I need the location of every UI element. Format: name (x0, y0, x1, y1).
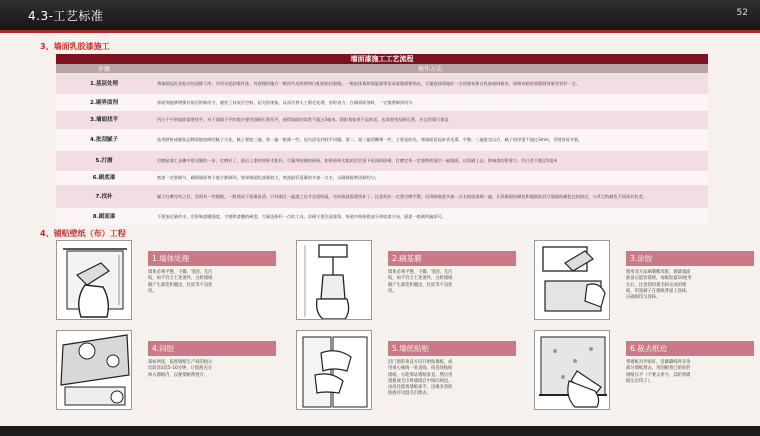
wallpaper-step-card (534, 330, 760, 410)
wallpaper-step-card (296, 330, 526, 410)
table-row (56, 94, 708, 111)
step-title: 3.涂胶 (626, 251, 754, 266)
wallpaper-hanging-illustration (296, 330, 372, 410)
step-cell: 2.刷界面剂 (56, 94, 152, 111)
step-title: 5.墙纸贴贴 (388, 341, 516, 356)
wallpaper-step-card (296, 240, 526, 320)
method-cell: 不要加过量的水，会影响漆膜强度，手感和漆膜的硬度。尽量选择好一点的工具。涂刷主要注意墙角、每道中间接搓部分和收漆方向，面漆一般刷两遍即可。 (152, 208, 708, 225)
table-row (56, 171, 708, 185)
method-cell: 界面剂能够增强对基层的粘结力，避免了抹灰层空鼓、起壳的现象，从而代替人工凿毛处理，省时省力，在刷界面剂时，一定都要刷到均匀 (152, 94, 708, 111)
table-caption: 墙面漆施工工艺流程 (56, 54, 708, 64)
step-description: 使用双方法刷制糯米胶，调量墙面准备后能切裁规，每级胶量10厘米左右，注意刮切裁毛和完成的墙纸，用宽刷子在墙纸背面上涂抹，应确保均匀涂抹。 (626, 270, 692, 301)
wallpaper-step-card (56, 240, 286, 320)
step-description: 裁如两张，依照墙纸生产商的指示比较涂3次5-10分钟，让胶液充分渗入墙纸内，以便墙纸伸展开。 (148, 360, 213, 378)
step-title: 6.裁去纸边 (626, 341, 754, 356)
footer-bar (0, 426, 760, 436)
glue-application-illustration (534, 240, 610, 320)
table-row (56, 208, 708, 225)
table-row (56, 73, 708, 94)
section-title-wallpaper: 4、铺贴壁纸（布）工程 (40, 229, 126, 238)
column-header-method: 操作方法 (152, 64, 708, 73)
step-cell: 7.找补 (56, 185, 152, 208)
page-number: 52 (736, 8, 748, 18)
step-cell: 3.墙面找平 (56, 111, 152, 129)
header-bar (0, 0, 760, 30)
method-cell: 底漆一定要刷匀，确保墙面每个地方都刷到，如果墙面吃漆量较大，底漆最好适量的多加一点水，以确保能够涂刷均匀。 (152, 171, 708, 185)
method-cell: 打磨是墙工步骤中很关键的一步，打磨好了，最后上漆的效果才能好。尽量用较细的砂纸，如果砂纸太粗的话会留下很深的砂痕。打磨完毕一定要彻底清扫一遍墙面，以免刷上去，影响漆的附着力。凹凸差不超过1毫米 (152, 151, 708, 171)
paint-process-table (56, 54, 708, 225)
step-title: 2.刷基膜 (388, 251, 516, 266)
wallpaper-step-card (534, 240, 760, 320)
header-accent-line (0, 30, 760, 33)
glue-soaking-illustration (56, 330, 132, 410)
table-row (56, 111, 708, 129)
step-cell: 4.批刮腻子 (56, 129, 152, 151)
step-cell: 1.基层处理 (56, 73, 152, 94)
page-title: 4.3-工艺标准 (28, 9, 104, 23)
step-description: 墙体必须平整，干燥，坚固，无污垢，如不符合上述条件，白胶墙纸黏产生霉变和翘边，拉扯等不良状况。 (388, 270, 453, 294)
column-header-step: 步骤 (56, 64, 152, 73)
step-cell: 6.刷底漆 (56, 171, 152, 185)
table-row (56, 185, 708, 208)
step-cell: 5.打磨 (56, 151, 152, 171)
step-description: 墙体必须平整，干燥，坚固，无污垢，如不符合上述条件，白胶墙纸黏产生霉变和翘边，拉扯等不良状况。 (148, 270, 213, 294)
step-title: 4.闷胶 (148, 341, 276, 356)
section-title-paint: 3、墙面乳胶漆施工 (40, 42, 110, 51)
method-cell: 腻子打磨完毕之后，会留有一些细痕，一般情况下很难看清，只有刷过一遍漆之后才会很明显，这时候就需要找补了。注意找补一定要打磨平整，再用刷底漆多加一点水的底漆刷一遍，让找刷面的颜色和墙面的其它墙面的颜色比较接近，与其它的颜色不同而有色差。 (152, 185, 708, 208)
primer-roller-illustration (296, 240, 372, 320)
wall-preparation-illustration (56, 240, 132, 320)
step-description: 将墙纸对齐贴好，沿踢脚线将多余部分墙纸割去，用刮板将已贴好的墙纸压平（不要太用力，以防将墙纸压出印子）。 (626, 360, 691, 384)
method-cell: 将墙面起皮及松动处清除干净，并用水泥砂浆补抹。有裂缝的地方一般用牛皮纸带和白乳胶贴住裂缝。一般轻体墙和保温墙等非承重墙需要贴布，尽量选择质地好一点的墙布和白乳胶或网格布，网格布粘时放裂缝效果会更好一点。 (152, 73, 708, 94)
wallpaper-step-card (56, 330, 286, 410)
table-row (56, 129, 708, 151)
method-cell: 凹凸不平的墙面需要找平，对于墙面不平的地方要用刮刷石膏找平，使得墙面的误差不超过3毫米。阴阳角如果不直的话，也需要用刮刷石膏，并且用靠尺靠直 (152, 111, 708, 129)
method-cell: 选用默析或腻钛品牌质地较硬的腻子为佳，腻子要批三遍。第一遍一般薄一些，因为涂及到找平问题。第二、第三遍刮腰薄一些，主要是收光，使墙面看起来更光滑、平整。三遍批完以后，腻子的厚度不超过3mm，否则容易开裂。 (152, 129, 708, 151)
step-title: 1.墙体处理 (148, 251, 276, 266)
table-row (56, 151, 708, 171)
step-cell: 8.刷面漆 (56, 208, 152, 225)
edge-trimming-illustration (534, 330, 610, 410)
step-description: 沿门窗的垂直方向开始贴墙纸，或用垂心画线一垂直线，按直线贴贴墙纸，方能保证墙纸垂直。然后用刮板或毛巾将墙纸自中间向两边，由高往低将墙纸抹平，边缘多余的胶液可用湿毛巾擦去。 (388, 360, 453, 397)
